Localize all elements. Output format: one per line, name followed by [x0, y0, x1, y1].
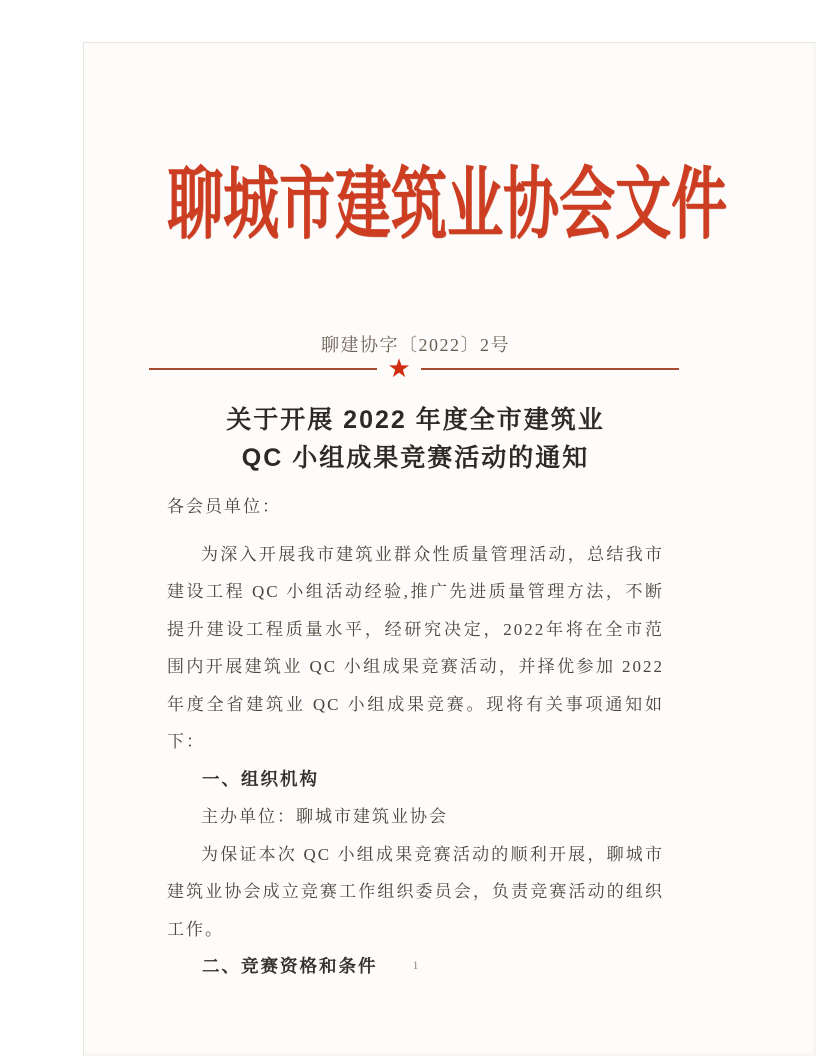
paper-sheet: [83, 42, 816, 1056]
notice-title-line-2: QC 小组成果竞赛活动的通知: [241, 444, 590, 472]
page-number: 1: [412, 958, 419, 972]
divider-line-left: [149, 368, 377, 370]
letterhead-org-title: 聊城市建筑业协会文件: [167, 162, 727, 249]
divider-line-right: [421, 368, 679, 370]
intro-paragraph: 为深入开展我市建筑业群众性质量管理活动，总结我市建设工程 QC 小组活动经验,推广先进质量管理方法，不断提升建设工程质量水平，经研究决定，2022年将在全市范围内开展建筑业 QC 小组成果竞赛活动，并择优参加 2022 年度全省建筑业 QC 小组成果竞赛。现将有关事项通知如下：: [167, 544, 664, 751]
document-reference-number: 聊建协字〔2022〕2号: [321, 335, 510, 355]
section-1-paragraph: 为保证本次 QC 小组成果竞赛活动的顺利开展，聊城市建筑业协会成立竞赛工作组织委员会，负责竞赛活动的组织工作。: [167, 844, 664, 939]
salutation: 各会员单位：: [167, 497, 281, 516]
section-2-heading: 二、竞赛资格和条件: [202, 956, 378, 976]
organizer-line: 主办单位：聊城市建筑业协会: [201, 807, 448, 826]
notice-body: [167, 488, 664, 986]
red-star-icon: ★: [387, 354, 411, 384]
letterhead-divider: [149, 354, 679, 384]
notice-title-line-1: 关于开展 2022 年度全市建筑业: [226, 406, 605, 434]
notice-title: [167, 401, 664, 477]
section-1-heading: 一、组织机构: [202, 768, 319, 789]
